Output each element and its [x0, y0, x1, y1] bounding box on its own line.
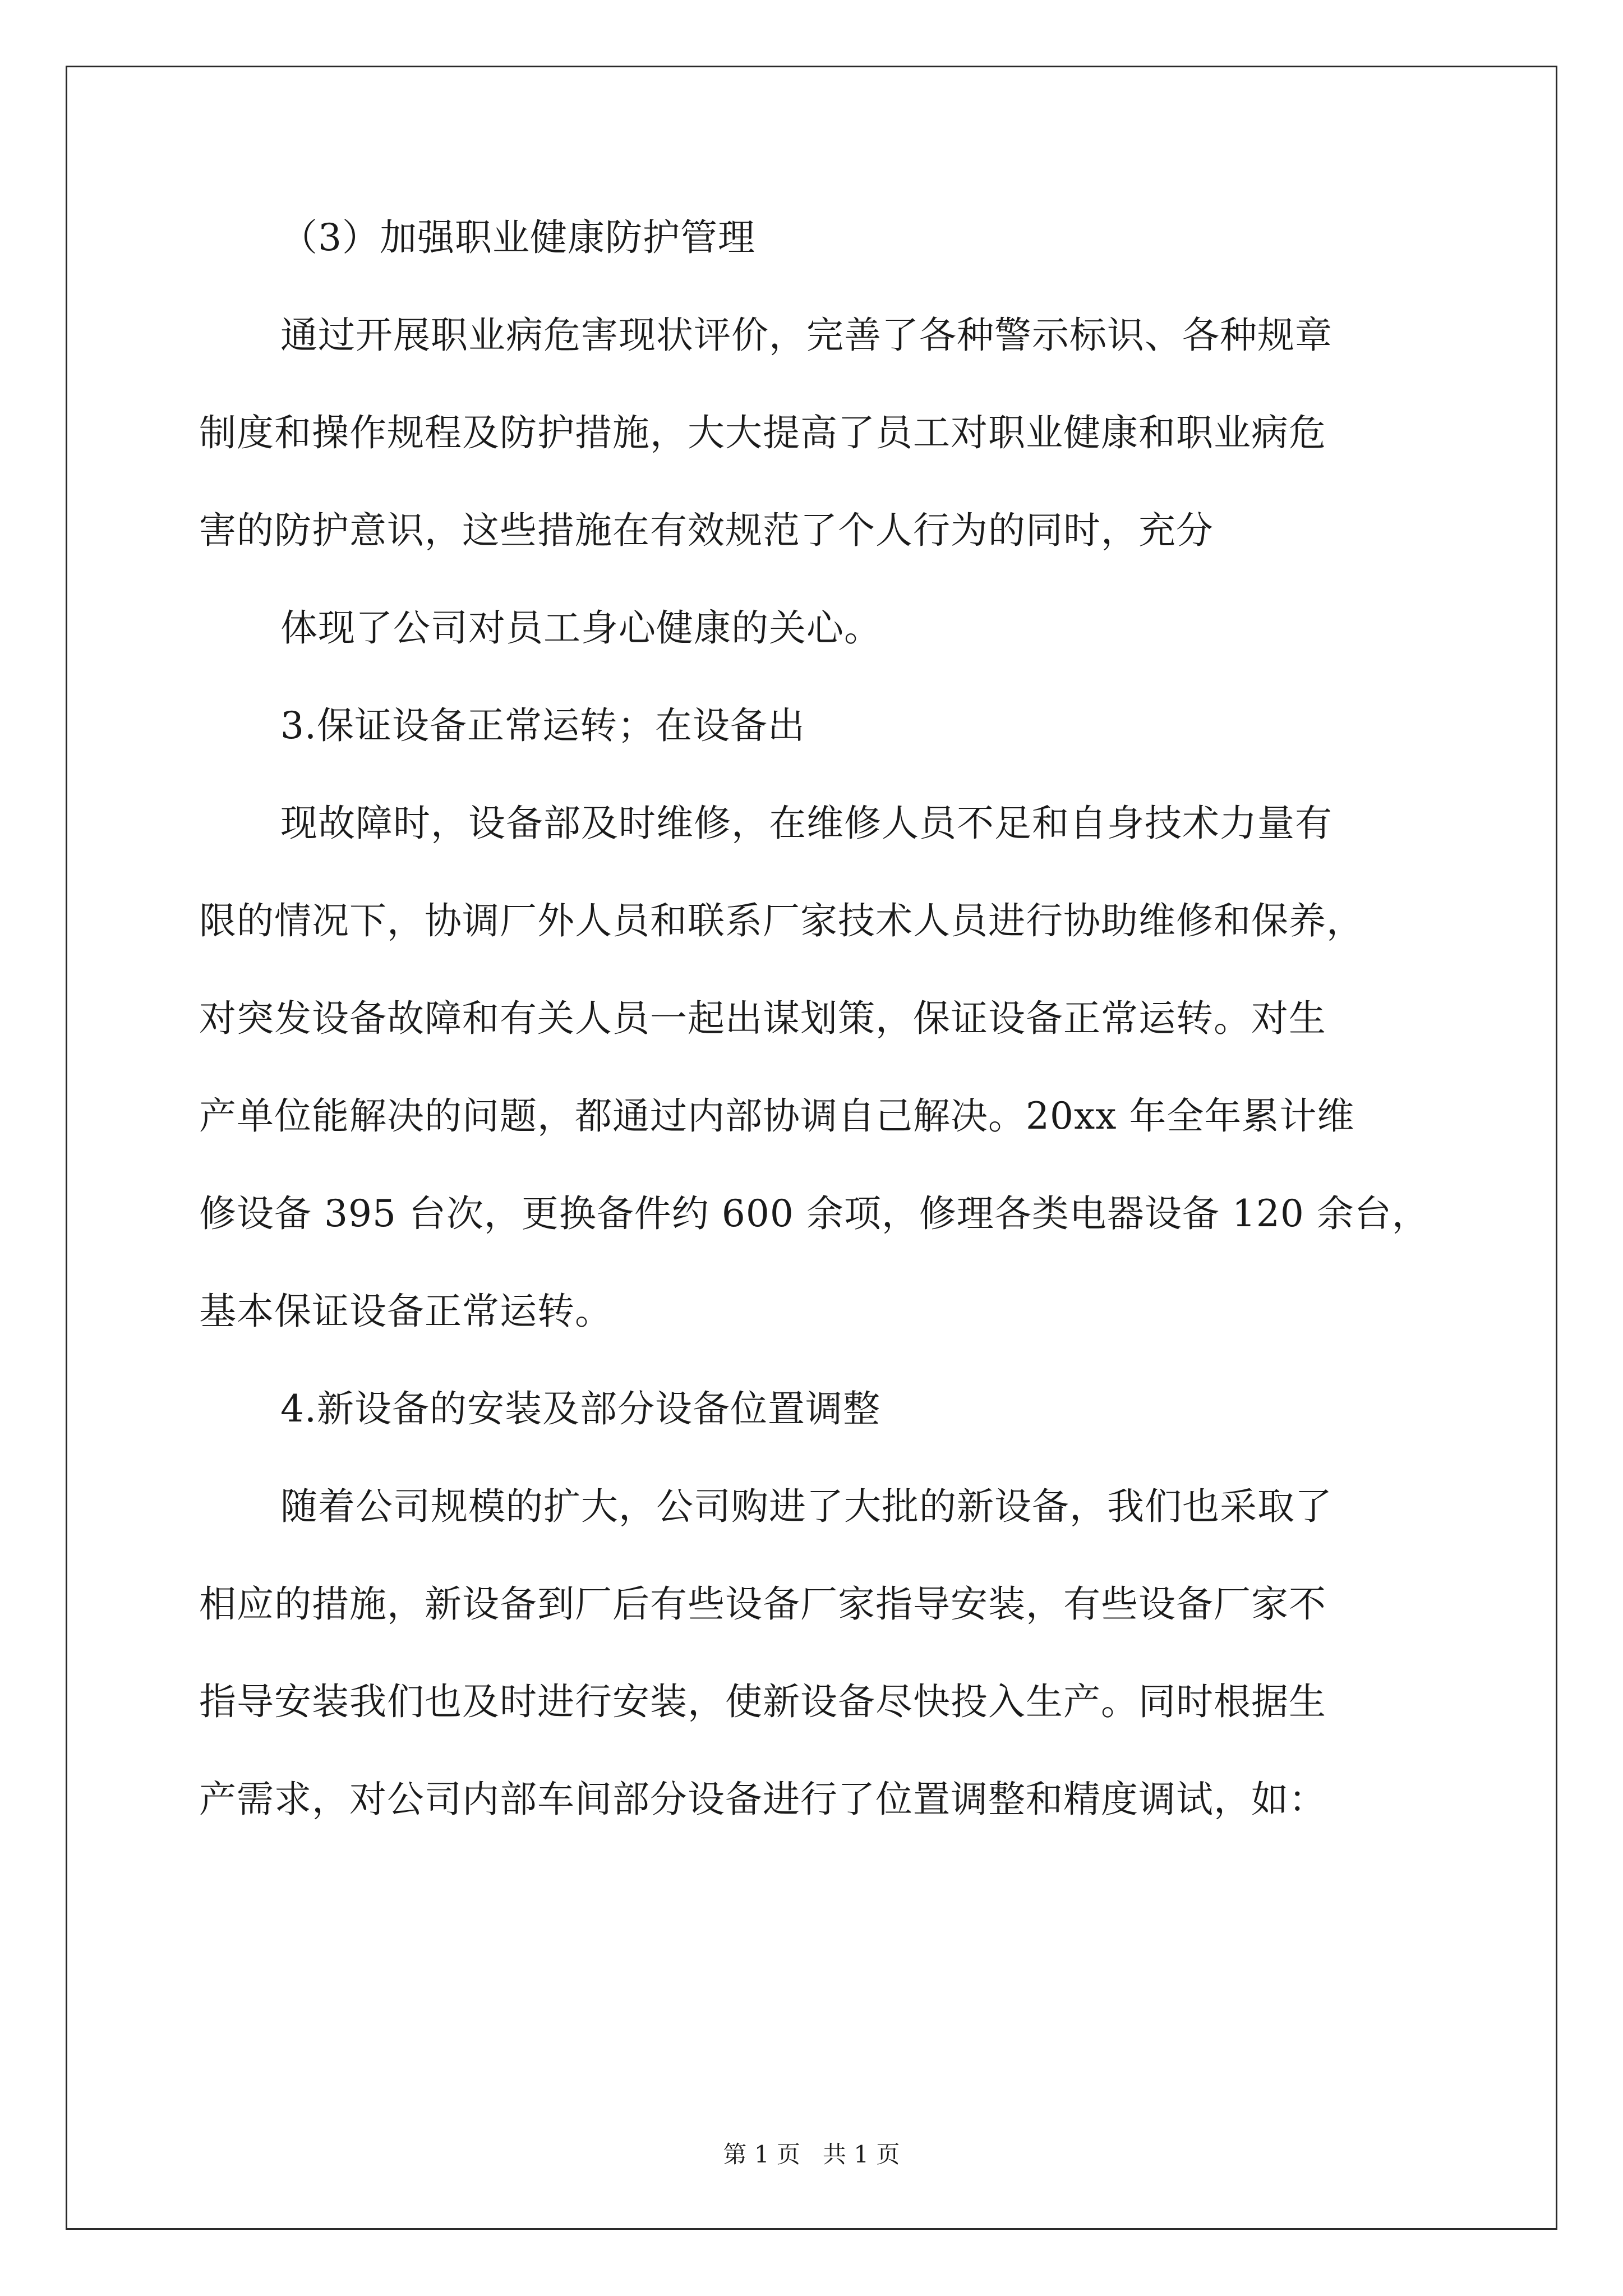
paragraph-line: 体现了公司对员工身心健康的关心。: [280, 606, 882, 650]
paragraph-line: 现故障时，设备部及时维修，在维修人员不足和自身技术力量有: [280, 802, 1332, 845]
paragraph-line: 基本保证设备正常运转。: [199, 1290, 612, 1333]
paragraph-line: 指导安装我们也及时进行安装，使新设备尽快投入生产。同时根据生: [199, 1680, 1326, 1723]
paragraph-line: 相应的措施，新设备到厂后有些设备厂家指导安装，有些设备厂家不: [199, 1582, 1326, 1626]
section-heading: 3.保证设备正常运转；在设备出: [280, 704, 805, 747]
paragraph-line: 对突发设备故障和有关人员一起出谋划策，保证设备正常运转。对生: [199, 997, 1326, 1040]
section-heading: （3）加强职业健康防护管理: [280, 216, 755, 259]
paragraph-line: 害的防护意识，这些措施在有效规范了个人行为的同时，充分: [199, 509, 1214, 552]
paragraph-line: 制度和操作规程及防护措施，大大提高了员工对职业健康和职业病危: [199, 411, 1326, 454]
page-border: [66, 66, 1557, 2230]
paragraph-line: 通过开展职业病危害现状评价，完善了各种警示标识、各种规章: [280, 314, 1332, 357]
paragraph-line: 产需求，对公司内部车间部分设备进行了位置调整和精度调试，如：: [199, 1778, 1326, 1821]
page-footer: 第 1 页 共 1 页: [723, 2141, 900, 2168]
paragraph-line: 限的情况下，协调厂外人员和联系厂家技术人员进行协助维修和保养，: [199, 899, 1364, 942]
paragraph-line: 修设备 395 台次，更换备件约 600 余项，修理各类电器设备 120 余台，: [199, 1192, 1430, 1235]
section-heading: 4.新设备的安装及部分设备位置调整: [280, 1387, 880, 1430]
paragraph-line: 产单位能解决的问题，都通过内部协调自己解决。20xx 年全年累计维: [199, 1094, 1355, 1138]
paragraph-line: 随着公司规模的扩大，公司购进了大批的新设备，我们也采取了: [280, 1485, 1332, 1528]
